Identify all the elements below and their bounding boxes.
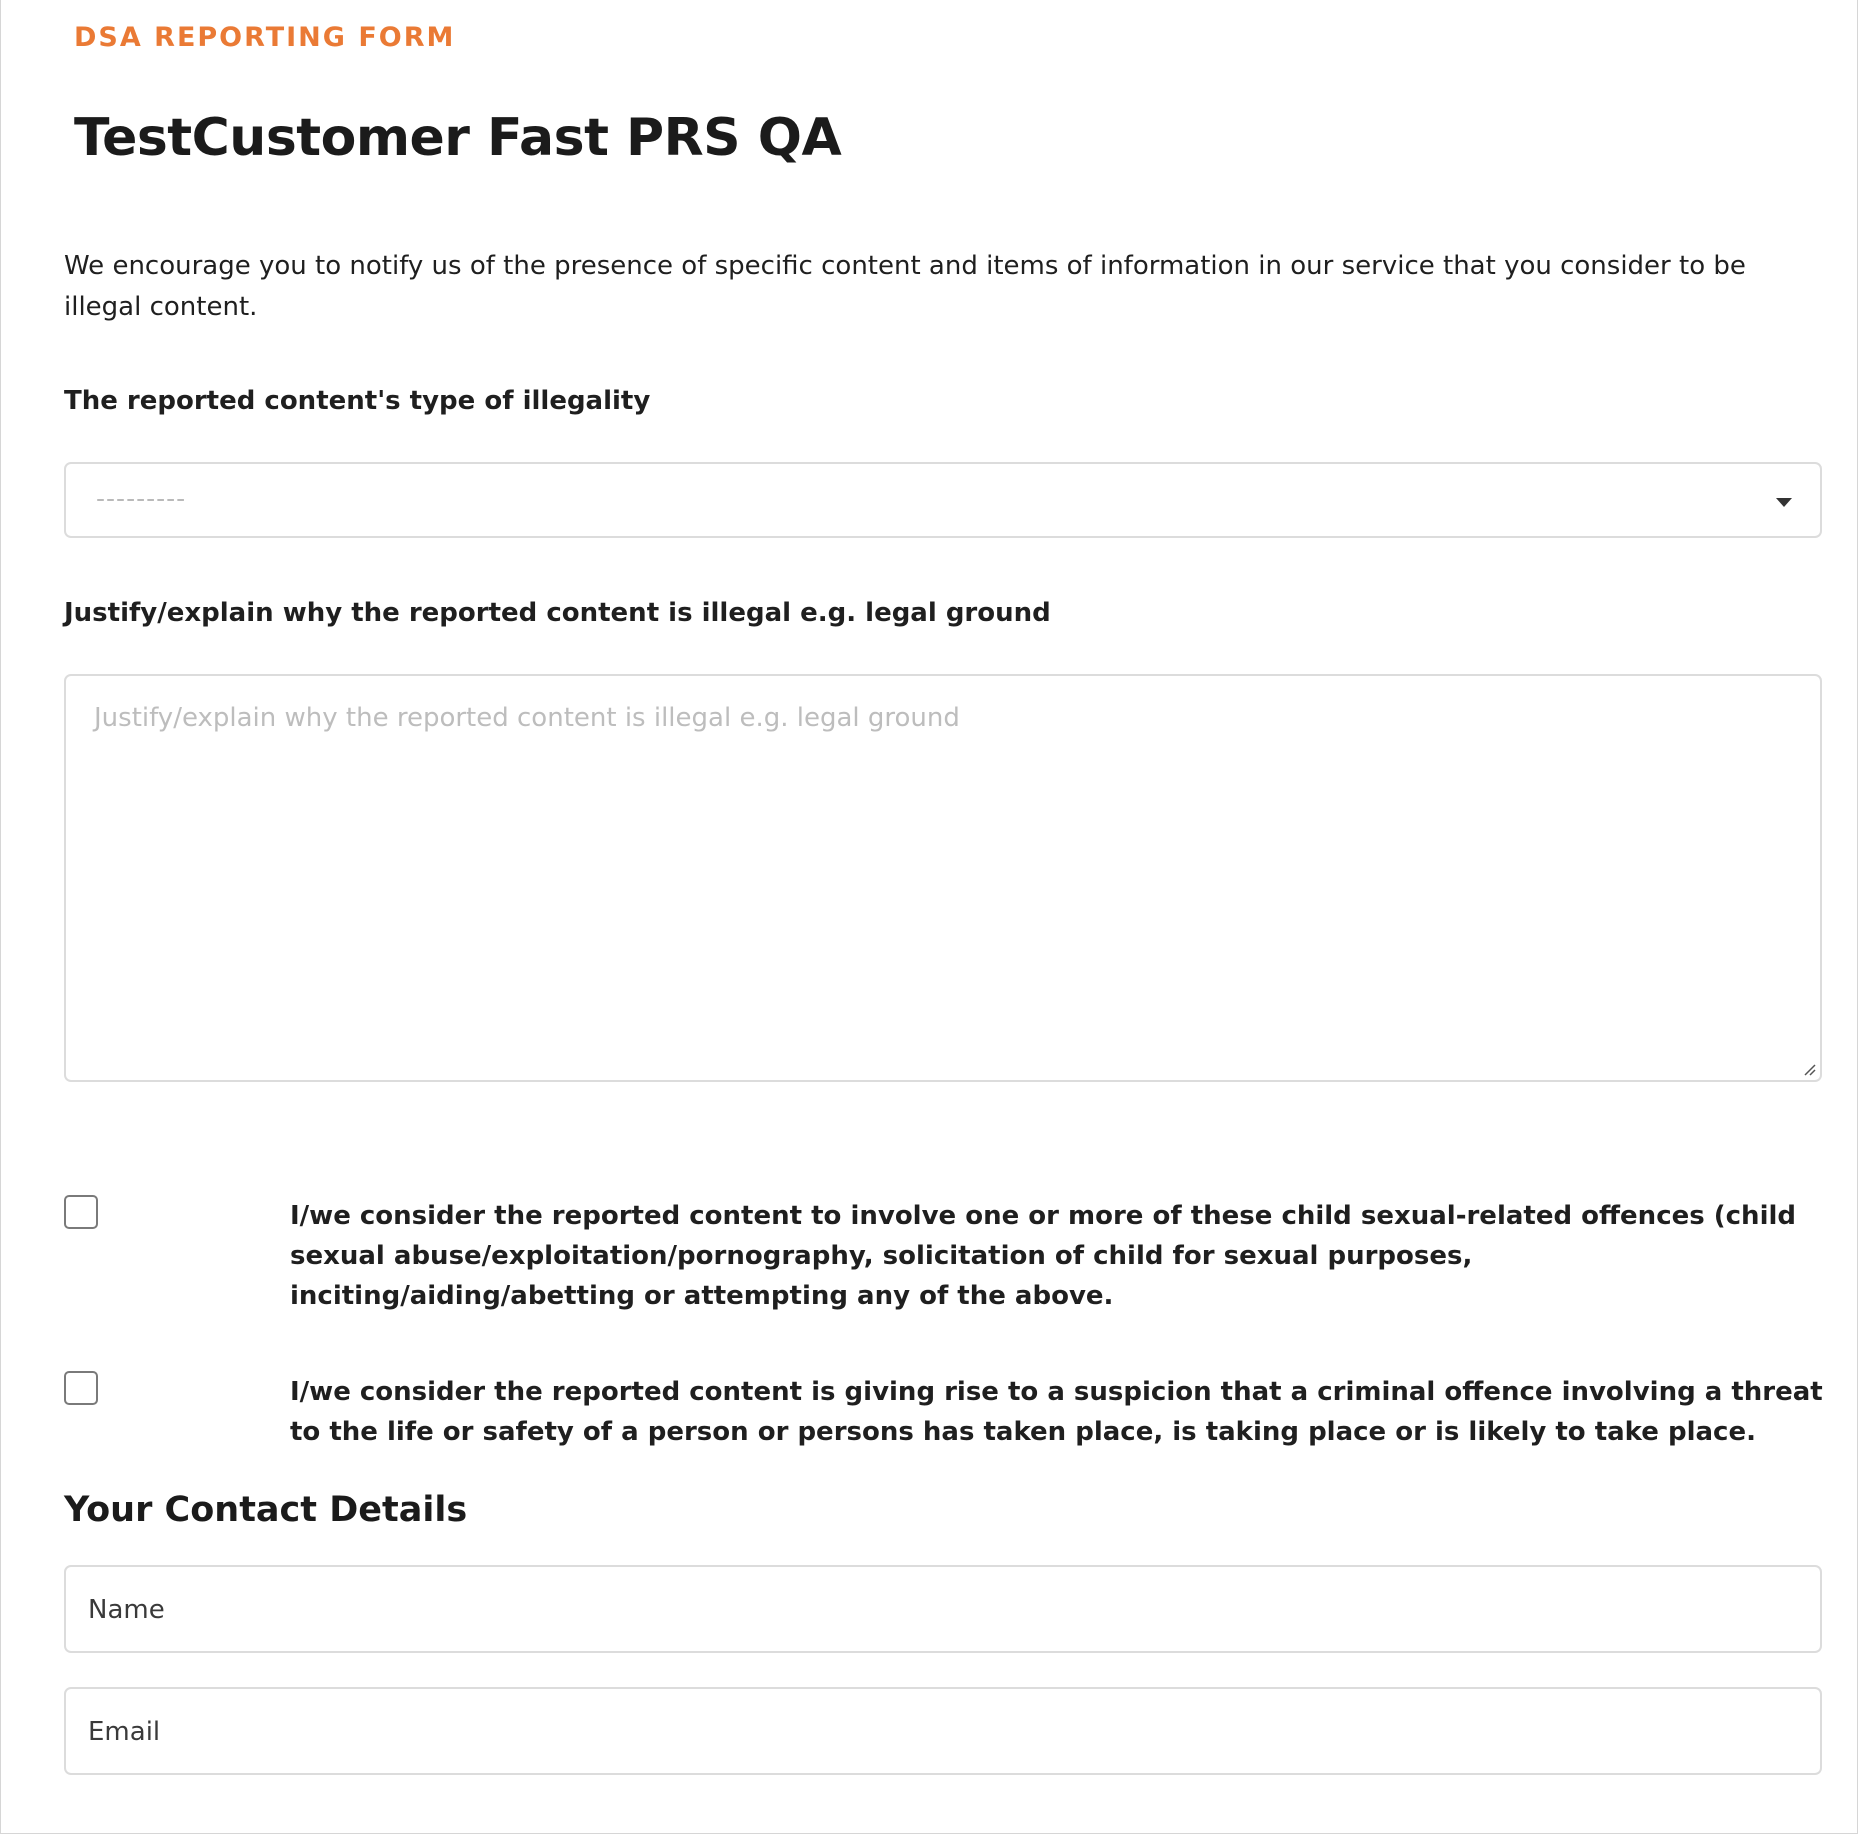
illegality-type-label: The reported content's type of illegality	[64, 386, 651, 416]
illegality-type-selected-value: ---------	[96, 484, 187, 513]
name-input[interactable]	[64, 1565, 1822, 1653]
justification-label: Justify/explain why the reported content is illegal e.g. legal ground	[64, 598, 1051, 628]
life-threat-checkbox-label: I/we consider the reported content is giving rise to a suspicion that a criminal offence involving a threat to the life or safety of a person or persons has taken place, is taking place or is likely to take place.	[290, 1377, 1823, 1447]
justification-placeholder: Justify/explain why the reported content is illegal e.g. legal ground	[94, 703, 960, 733]
contact-details-heading: Your Contact Details	[64, 1490, 468, 1530]
child-offence-checkbox-label: I/we consider the reported content to involve one or more of these child sexual-related offences (child sexual abuse/exploitation/pornography, solicitation of child for sexual purposes, inciting/aiding/abetting or attempting any of the above.	[290, 1201, 1797, 1311]
caret-down-icon	[1776, 498, 1792, 507]
intro-text: We encourage you to notify us of the presence of specific content and items of information in our service that you consider to be illegal content.	[64, 251, 1746, 322]
email-input[interactable]	[64, 1687, 1822, 1775]
life-threat-checkbox[interactable]	[64, 1371, 98, 1405]
page-title: TestCustomer Fast PRS QA	[74, 108, 842, 168]
illegality-type-select[interactable]	[64, 462, 1822, 538]
email-placeholder: Email	[88, 1717, 161, 1747]
form-eyebrow: DSA REPORTING FORM	[74, 22, 456, 53]
name-placeholder: Name	[88, 1595, 165, 1625]
child-offence-checkbox[interactable]	[64, 1195, 98, 1229]
resize-handle-icon[interactable]	[1801, 1061, 1817, 1077]
justification-textarea[interactable]	[64, 674, 1822, 1082]
